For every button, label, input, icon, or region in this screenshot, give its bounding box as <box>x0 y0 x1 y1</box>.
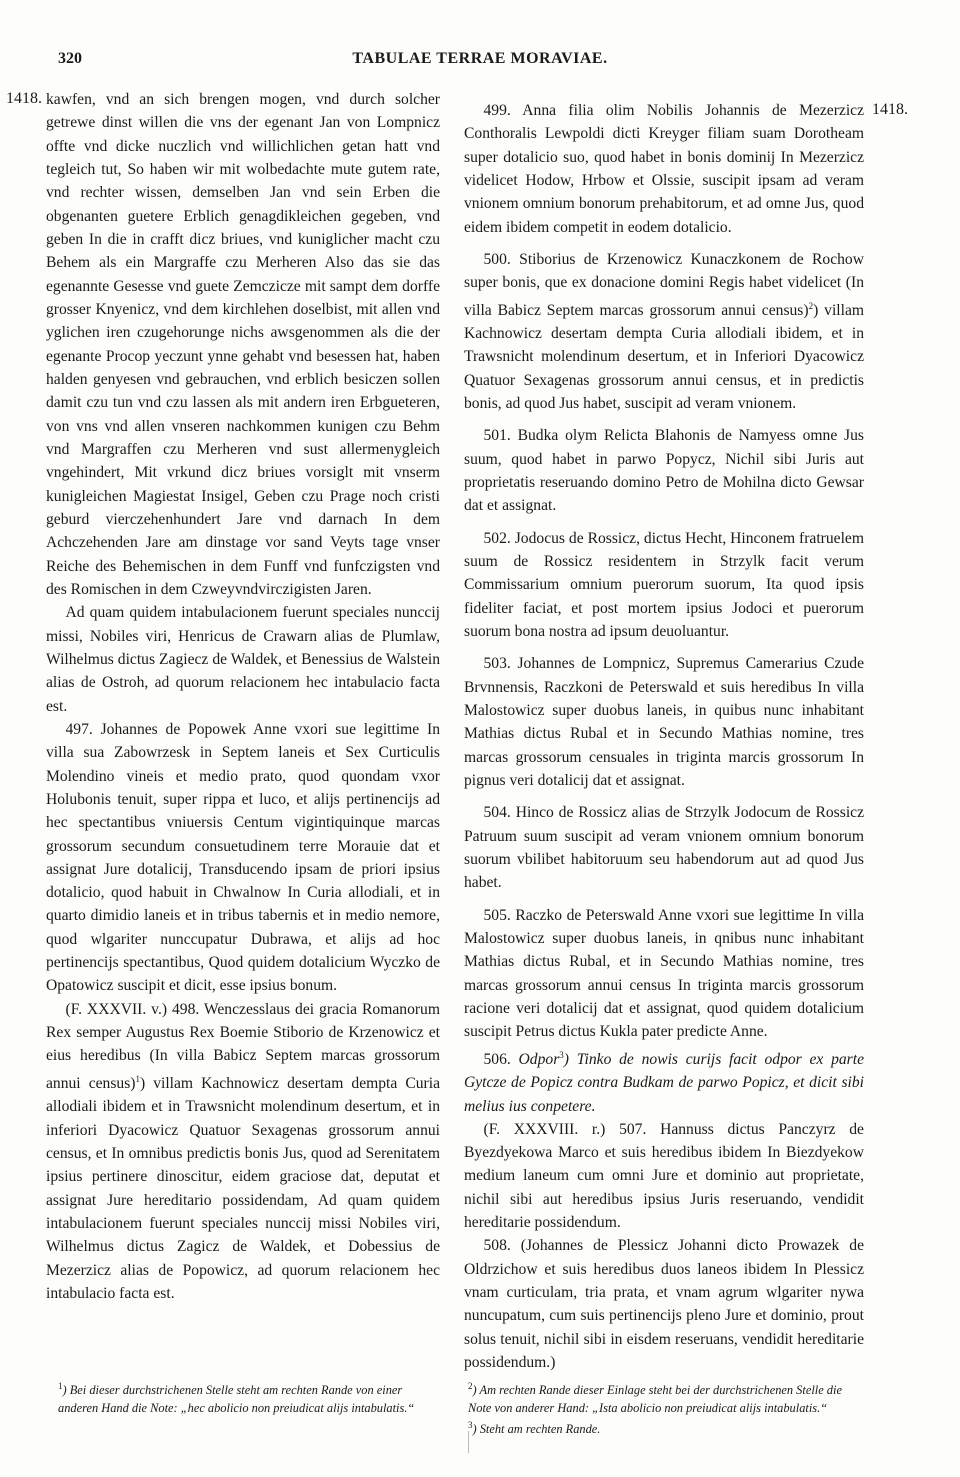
footnote-1 <box>58 1378 436 1417</box>
entry-number: 505. <box>483 906 511 924</box>
entry-number: 501. <box>483 427 511 445</box>
entry-text: (Johannes de Plessicz Johanni dicto Prowazek de Oldrzichow et suis heredibus duos laneos ibidem In Plessicz vnam curticulam, tria prata, et vnam agrum wlgariter nywa nuncupatum, cum suis pertinencijs pleno Jure et dominio, prout solus tenuit, nichil sibi in eisdem reseruans, vendidit hereditarie possidendum.) <box>464 1237 864 1372</box>
folio-reference: (F. XXXVII. v.) <box>65 1000 168 1018</box>
footnotes-right <box>468 1378 868 1439</box>
footnote-marker: 1 <box>135 1073 140 1084</box>
entry-text-cont: ) villam Kachnowicz desertam dempta Curia allodiali ibidem et in Trawsnicht molendinum desertum, et in inferiori Dyacowicz Quatuor Sexagenas grossorum annui census, et In omnibus predictis bonis Jus, quod ad Serenitatem ipsius pertinere dinoscitur, eidem graciose dat, deputat et assignat Jure hereditario possidendam, Ad quam quidem intabulacionem fuerunt speciales nunccij missi Nobiles viri, Wilhelmus dictus Zagicz de Waldek, et Dobessius de Mezerzicz alias de Popowicz, ad quorum relacionem hec intabulacio facta est. <box>46 1074 440 1302</box>
entry-text: Johannes de Lompnicz, Supremus Camerarius Czude Brvnnensis, Raczkoni de Peterswald et suis heredibus In villa Malostowicz super duobus laneis, in quibus nunc inhabitant Mathias dictus Rubal et in Secundo Mathias nomine, tres marcas grossorum censuales in triginta marcis grossorum In pignus veri dotalicij dat et assignat. <box>464 655 864 790</box>
entry-497 <box>46 718 440 998</box>
entry-text: Jodocus de Rossicz, dictus Hecht, Hinconem fratruelem suum de Rossicz residentem in Strzylk facit verum Commissarium omnium puerorum suorum, Ita quod ipsis fideliter faciat, et post mortem ipsius Jodoci et puerorum suorum bona nostra ad ipsum deuoluantur. <box>464 529 864 641</box>
entry-498 <box>46 998 440 1305</box>
folio-reference: (F. XXXVIII. r.) <box>483 1120 606 1138</box>
footnote-text: ) Am rechten Rande dieser Einlage steht bei der durchstrichenen Stelle die Note von anderer Hand: „Ista abolicio non preiudicat alijs intabulatis.“ <box>468 1383 842 1415</box>
entry-text: ) Tinko de nowis curijs facit odpor ex parte Gytcze de Popicz contra Budkam de parwo Popicz, et dicit sibi melius ius conpetere. <box>464 1050 864 1115</box>
entry-text: Anna filia olim Nobilis Johannis de Mezerzicz Conthoralis Lewpoldi dicti Kreyger filiam suam Dorotheam super dotalicio suo, quod habet in bonis dominij In Mezerzicz videlicet Hodow, Hrbow et Olssie, suscipit ipsam ad veram vnionem omnium bonorum prehabitorum, et ad omne Jus, quod eidem ibidem competit in eodem dotalicio. <box>464 102 864 236</box>
entry-500 <box>464 248 864 415</box>
entry-number: 507. <box>619 1120 647 1138</box>
footnote-number: 1 <box>58 1381 63 1391</box>
footnote-marker: 2 <box>808 300 814 311</box>
footnote-3 <box>468 1417 868 1439</box>
entry-505 <box>464 904 864 1044</box>
entry-504 <box>464 801 864 894</box>
entry-number: 506. <box>483 1050 511 1068</box>
entry-number: 503. <box>483 655 511 673</box>
entry-508 <box>464 1234 864 1374</box>
footnote-text: ) Steht am rechten Rande. <box>472 1422 601 1437</box>
entry-text: Budka olym Relicta Blahonis de Namyess omne Jus suum, quod habet in parwo Popycz, Nichil sibi Juris aut proprietatis reseruando domino Petro de Mohilna dicto Gewsar dat et assignat. <box>464 427 864 515</box>
entry-text: Stiborius de Krzenowicz Kunaczkonem de Rochow super bonis, que ex donacione domini Regis habet videlicet (In villa Babicz Septem marcas grossorum annui census) <box>464 250 864 319</box>
page-number: 320 <box>58 50 82 67</box>
entry-499 <box>464 99 864 239</box>
running-title: TABULAE TERRAE MORAVIAE. <box>352 50 608 67</box>
entry-501 <box>464 424 864 517</box>
footnote-marker: 3 <box>559 1049 564 1060</box>
paragraph-continuation: kawfen, vnd an sich brengen mogen, vnd durch solcher getrewe dinst willen die vns der egenant Jan von Lompnicz offte vnd dicke nuczlich vnd willichlichen getan hatt vnd tegleich tut, So haben wir mit wolbedachte mute gutem rate, vnd rechter wissen, demselben Jan vnd sein Erben die obgenanten guetere Erblich genagdikleichen gegeben, vnd geben In die in crafft dicz briues, vnd kuniglicher macht czu Behem als ein Margraffe czu Merheren Also das sie das egenannte Gesesse vnd guete Zemczicze mit sampt dem dorffe grosser Knyenicz, vnd dem kirchlehen doselbist, mit allen vnd yglichen iren czugehorunge nichs awsgenommen als die der egenante Procop yeczunt ynne gehabt vnd besessen hat, haben halden genyesen vnd gebrauchen, vnd erblich besiczen sollen damit czu tun vnd czu lassen als mit andern iren Erbgueteren, von vns vnd allen vnseren nachkommen kunigen czu Behm vnd Margraffen czu Merheren vnd sust allermenygleich vngehindert, Mit vrkund dicz briues vorsiglt mit vnserm kunigleichen Magiestat Insigel, Geben czu Prage noch cristi geburd vierczehenhundert Jare vnd darnach In dem Achczehenden Jare am dinstage vor sand Veyts tage vnser Reiche des Behemischen in dem Funff vnd funfczigsten vnd des Romischen in dem Czweyvndvirczigisten Jaren. <box>46 91 440 598</box>
entry-text: Raczko de Peterswald Anne vxori sue legittime In villa Malostowicz super duobus laneis, in qnibus nunc inhabitant Mathias dictus Rubal, et in Secundo Mathias nomine, tres marcas grossorum annui census In triginta marcis grossorum racione veri dotalicij dat et assignat, quod quidem dotalicium suscipit Petrus dictus Kukla pater predicte Anne. <box>464 906 864 1041</box>
entry-text: Hannuss dictus Panczyrz de Byezdyekowa Marco et suis heredibus ibidem In Biezdyekow medium laneum cum omni Jure et dominio aut proprietate, nichil sibi aut heredibus ipsius Juris reseruando, vendidit hereditarie possidendum. <box>464 1120 864 1232</box>
spacer <box>464 518 864 527</box>
margin-year-right: 1418. <box>872 101 908 118</box>
entry-text: Wenczesslaus dei gracia Romanorum Rex semper Augustus Rex Boemie Stiborio de Krzenowicz et eius heredibus (In villa Babicz Septem marcas grossorum annui census) <box>46 1000 440 1092</box>
spacer <box>464 895 864 904</box>
footnotes-left <box>58 1378 436 1417</box>
entry-lead: Odpor <box>518 1050 560 1068</box>
entry-text: Johannes de Popowek Anne vxori sue legittime In villa sua Zabowrzesk in Septem laneis et Sex Curticulis Molendino vineis et medio prato, quod quondam vxor Holubonis tenuit, super rippa et luco, et alijs pertinencijs ad hec spectantibus vniuersis Centum vigintiquinque marcas grossorum secundum consuetudinem terre Morauie dat et assignat Jure dotalicij, Transducendo ipsam de priori ipsius dotalicio, quod habuit in Chwalnow In Curia allodiali, et in quarto dimidio laneis et in tribus tabernis et in medio nemore, quod wlgariter nunccupatur Dubrawa, et alijs ad hoc pertinencijs spectantibus, Quod quidem dotalicium Wyczko de Opatowicz suscipit et dicit, esse ipsius bonum. <box>46 720 440 995</box>
entry-506 <box>464 1044 864 1118</box>
right-column <box>464 99 864 1374</box>
entry-number: 500. <box>483 250 511 268</box>
entry-502 <box>464 527 864 644</box>
entry-text: Hinco de Rossicz alias de Strzylk Jodocum de Rossicz Patruum suum suscipit ad veram vnionem omnium bonorum suorum vbilibet habitoruum seu habendorum aut ad quod Jus habet. <box>464 804 864 892</box>
footnote-number: 2 <box>468 1381 473 1391</box>
spacer <box>464 239 864 248</box>
margin-year-left: 1418. <box>6 90 42 107</box>
entry-507 <box>464 1118 864 1235</box>
footnote-number: 3 <box>468 1420 473 1431</box>
left-column <box>46 88 440 1305</box>
paragraph-relation: Ad quam quidem intabulacionem fuerunt speciales nunccij missi, Nobiles viri, Henricus de Crawarn alias de Plumlaw, Wilhelmus dictus Zagiecz de Waldek, et Benessius de Walstein alias de Ostroh, ad quorum relacionem hec intabulacio facta est. <box>46 604 440 715</box>
footnote-text: ) Bei dieser durchstrichenen Stelle steht am rechten Rande von einer anderen Hand die Note: „hec abolicio non preiudicat alijs intabulatis.“ <box>58 1383 415 1415</box>
footnote-2 <box>468 1378 868 1417</box>
spacer <box>464 792 864 801</box>
entry-number: 499. <box>483 102 511 119</box>
entry-number: 508. <box>483 1237 511 1255</box>
entry-number: 502. <box>483 529 511 547</box>
spacer <box>464 415 864 424</box>
entry-text-cont: ) villam Kachnowicz desertam dempta Curia allodiali ibidem, et in Trawsnicht molendinum desertum, et in Inferiori Dyacowicz Quatuor Sexagenas grossorum annui census, et in predictis bonis, ad quod Jus habet, suscipit ad veram vnionem. <box>464 301 865 413</box>
spacer <box>464 643 864 652</box>
entry-number: 504. <box>483 804 511 822</box>
entry-number: 497. <box>65 720 93 738</box>
entry-number: 498. <box>171 1000 200 1018</box>
entry-503 <box>464 652 864 792</box>
